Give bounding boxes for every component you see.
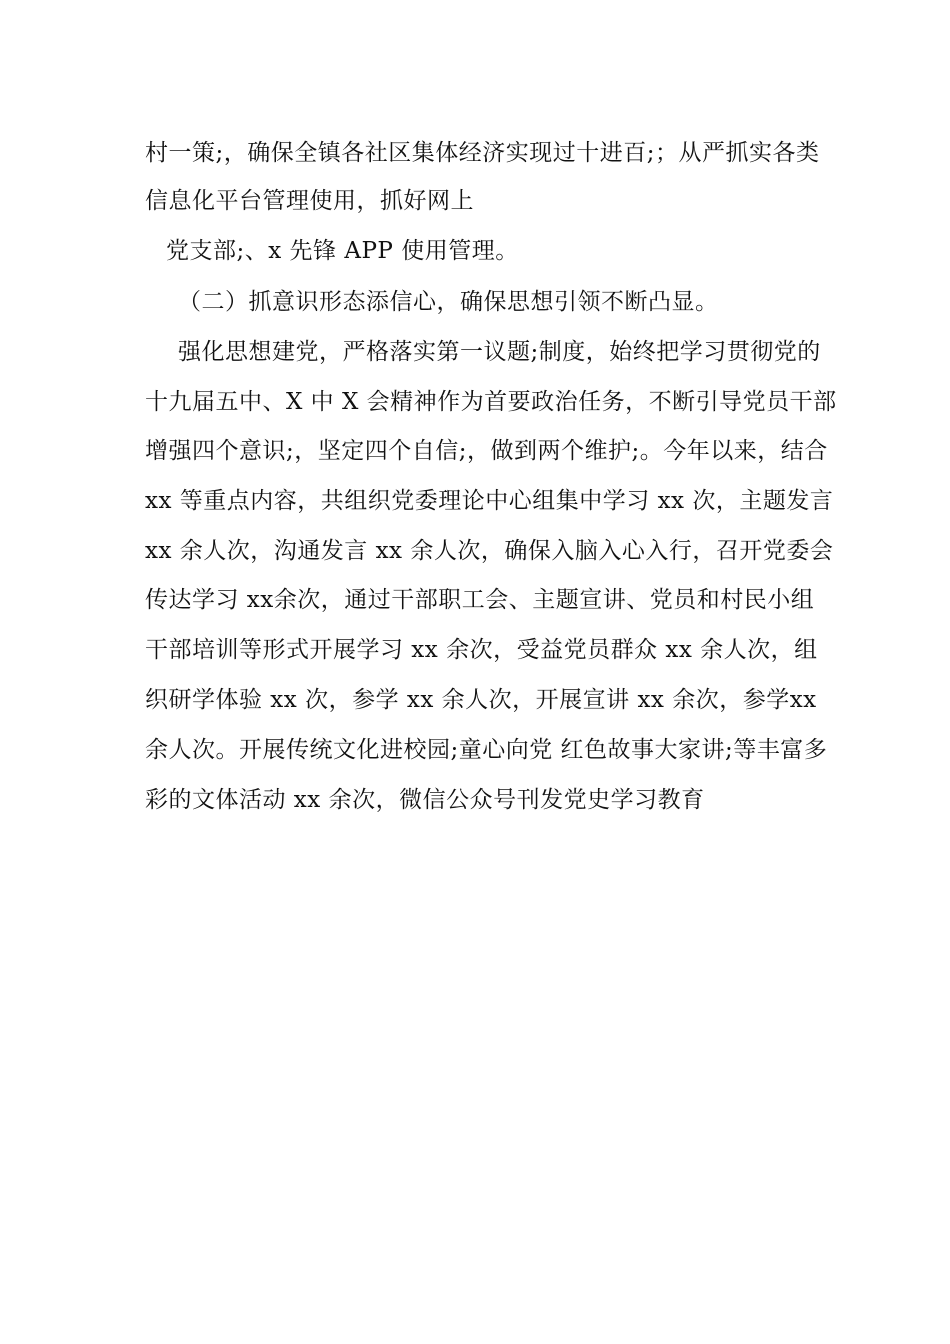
- paragraph-line: xx 等重点内容，共组织党委理论中心组集中学习 xx 次，主题发言: [145, 488, 834, 514]
- paragraph-line: 余人次。开展传统文化进校园;童心向党 红色故事大家讲;等丰富多: [145, 737, 828, 763]
- section-heading: （二）抓意识形态添信心，确保思想引领不断凸显。: [178, 289, 719, 315]
- paragraph-line: 增强四个意识;，坚定四个自信;，做到两个维护;。今年以来，结合: [145, 438, 828, 464]
- paragraph-line: 强化思想建党，严格落实第一议题;制度，始终把学习贯彻党的: [178, 339, 821, 365]
- paragraph-line: 村一策;，确保全镇各社区集体经济实现过十进百;；从严抓实各类: [145, 140, 820, 166]
- paragraph-line: 信息化平台管理使用，抓好网上: [145, 188, 474, 214]
- paragraph-line: xx 余人次，沟通发言 xx 余人次，确保入脑入心入行，召开党委会: [145, 538, 834, 564]
- paragraph-line: 十九届五中、X 中 X 会精神作为首要政治任务，不断引导党员干部: [145, 389, 837, 415]
- paragraph-line: 织研学体验 xx 次，参学 xx 余人次，开展宣讲 xx 余次，参学xx: [145, 687, 817, 713]
- paragraph-line: 干部培训等形式开展学习 xx 余次，受益党员群众 xx 余人次，组: [145, 637, 818, 663]
- paragraph-line: 传达学习 xx余次，通过干部职工会、主题宣讲、党员和村民小组: [145, 587, 815, 613]
- paragraph-line: 彩的文体活动 xx 余次，微信公众号刊发党史学习教育: [145, 787, 705, 813]
- paragraph-line: 党支部;、x 先锋 APP 使用管理。: [166, 238, 519, 264]
